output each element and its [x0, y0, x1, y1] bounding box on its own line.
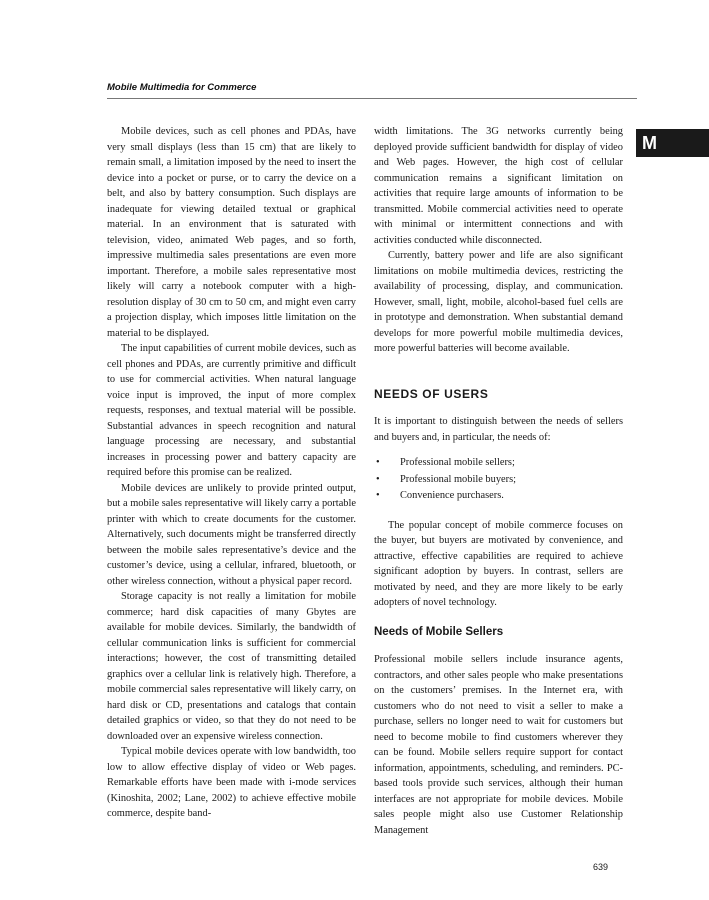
body-paragraph: The popular concept of mobile commerce focuses on the buyer, but buyers are motivated by convenience, and attractive, effective capabilities are required to achieve significant adoption by buyers. In contrast, sellers are motivated by need, and they are more likely to be early adopters of novel technology.	[374, 519, 623, 608]
body-paragraph: The input capabilities of current mobile devices, such as cell phones and PDAs, are currently primitive and difficult to use for commercial activities. When natural language voice input is improved, the input of more complex requests, responses, and textual material will be possible. Substantial advances in speech recognition and natural language processing are necessary, and substantial increases in processing power and battery capacity are required before this promise can be realized.	[107, 343, 356, 478]
right-column	[374, 124, 623, 838]
bullet-item: • Professional mobile buyers;	[374, 472, 623, 488]
section-tab-letter: M	[636, 129, 709, 157]
body-paragraph: Mobile devices, such as cell phones and PDAs, have very small displays (less than 15 cm) that are likely to remain small, a limitation imposed by the need to insert the device into a pocket or purse, or to carry the device on a belt, and also by battery consumption. Such displays are inadequate for viewing detailed textual or graphical material. In an environment that is saturated with television, video, animated Web pages, and so forth, impressive multimedia sales presentations are even more important. Therefore, a mobile sales representative most likely will carry a notebook computer with a high-resolution display of 30 cm to 50 cm, and might even carry a projection display, which imposes little limitation on the material to be displayed.	[107, 126, 356, 339]
running-header-title: Mobile Multimedia for Commerce	[107, 82, 257, 93]
body-paragraph: Professional mobile sellers include insurance agents, contractors, and other sales people who make presentations on the customers’ premises. In the Internet era, with customers who do not need to visit a seller to make a purchase, sellers no longer need to wait for customers but need to become mobile to find customers wherever they can be found. Mobile sellers require support for contact information, appointments, scheduling, and reminders. PC-based tools provide such services, although their human interfaces are not appropriate for mobile devices. Mobile sales people might also use Customer Relationship Management	[374, 654, 623, 836]
body-paragraph: Mobile devices are unlikely to provide printed output, but a mobile sales representative will likely carry a portable printer with which to create documents for the customer. Alternatively, such documents might be transferred directly between the mobile sales representative’s device and the customer’s device, using a cellular, infrared, bluetooth, or other wireless connection, without a physical paper record.	[107, 482, 356, 587]
left-column	[107, 124, 356, 822]
bullet-item: • Convenience purchasers.	[374, 488, 623, 504]
body-paragraph: Storage capacity is not really a limitation for mobile commerce; hard disk capacities of many Gbytes are available for mobile devices. Similarly, the bandwidth of cellular communication links is sufficient for commercial interactions; however, the cost of transmitting detailed graphics over a cellular link is relatively high. Therefore, a mobile commercial sales representative will likely carry, on hard disk or CD, presentations and catalogs that contain detailed graphics or video, so that they do not need to be downloaded over an expensive wireless connection.	[107, 591, 356, 742]
body-paragraph: width limitations. The 3G networks currently being deployed provide sufficient bandwidth for display of video and Web pages. However, the high cost of cellular communication remains a significant limitation on activities that require large amounts of information to be transmitted. Mobile commercial activities need to operate with minimal or intermittent connections and with activities conducted while disconnected.	[374, 126, 623, 246]
subheading-needs-of-mobile-sellers: Needs of Mobile Sellers	[374, 625, 504, 638]
needs-bullet-list	[374, 455, 623, 504]
page-number: 639	[593, 862, 609, 872]
bullet-item: • Professional mobile sellers;	[374, 455, 623, 471]
header-rule	[107, 98, 637, 99]
needs-intro-paragraph: It is important to distinguish between the needs of sellers and buyers and, in particular, the needs of:	[374, 416, 623, 443]
body-paragraph: Typical mobile devices operate with low bandwidth, too low to allow effective display of video or Web pages. Remarkable efforts have been made with i-mode services (Kinoshita, 2002; Lane, 2002) to achieve effective mobile commerce, despite band-	[107, 746, 356, 819]
section-heading-needs-of-users: NEEDS OF USERS	[374, 386, 489, 401]
body-paragraph: Currently, battery power and life are also significant limitations on mobile multimedia devices, restricting the availability of processing, display, and communication. However, small, light, mobile, alcohol-based fuel cells are in prototype and demonstration. When substantial demand develops for more powerful mobile multimedia devices, more powerful batteries will become available.	[374, 250, 623, 354]
